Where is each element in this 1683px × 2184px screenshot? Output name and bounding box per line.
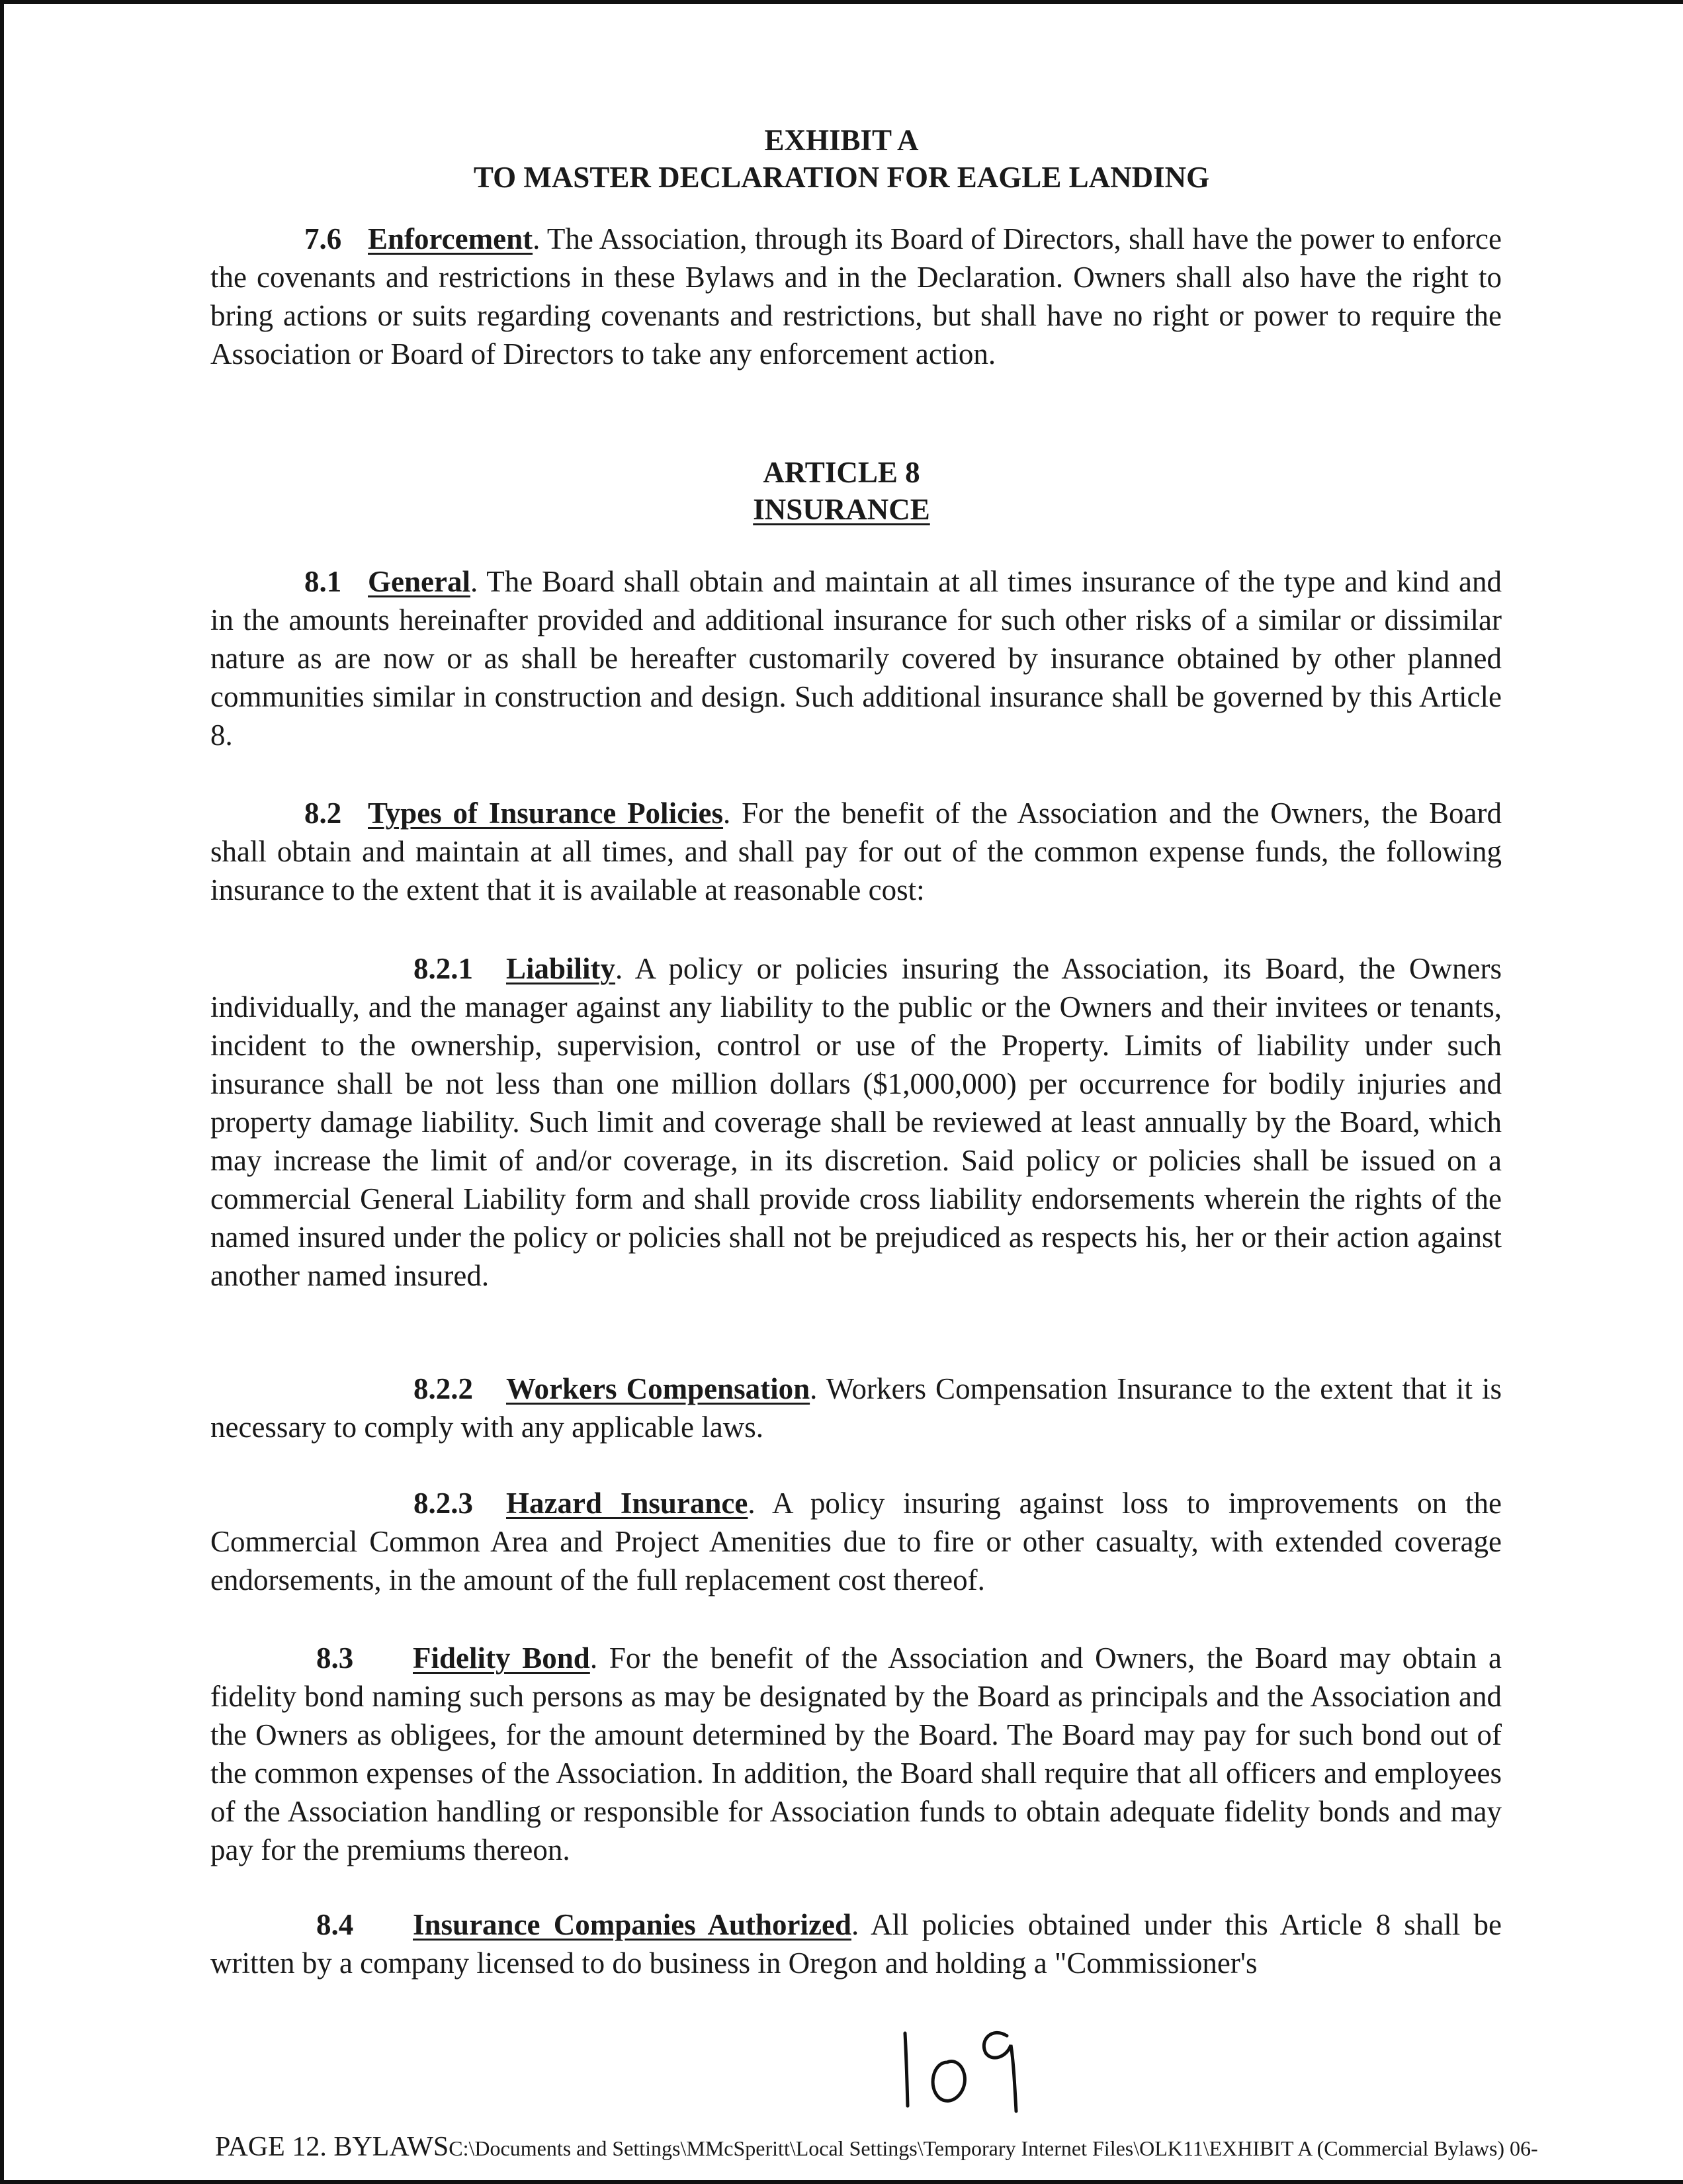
section-body: . For the benefit of the Association and the Owners, the Board shall obtain and maintain at all times, and shall pay for out of the common expense funds, the following insurance to the extent that it is available at reasonable cost:: [210, 797, 1502, 906]
section-title: Types of Insurance Policies: [368, 797, 724, 830]
section-number: 8.4: [316, 1908, 354, 1941]
footer-file-path: C:\Documents and Settings\MMcSperitt\Local Settings\Temporary Internet Files\OLK11\EXHIBIT A (Commercial Bylaws) 06-: [449, 2136, 1538, 2160]
section-body: . Workers Compensation Insurance to the extent that it is necessary to comply with any applicable laws.: [210, 1372, 1502, 1444]
section-body: . A policy insuring against loss to improvements on the Commercial Common Area and Project Amenities due to fire or other casualty, with extended coverage endorsements, in the amount of the full replacement cost thereof.: [210, 1487, 1502, 1596]
section-body: . All policies obtained under this Article 8 shall be written by a company licensed to do business in Oregon and holding a "Commissioner's: [210, 1908, 1502, 1980]
page-footer: [215, 2130, 1683, 2169]
section-number: 8.2.3: [413, 1487, 473, 1520]
section-8-1: [210, 562, 1502, 754]
section-body: . A policy or policies insuring the Association, its Board, the Owners individually, and the manager against any liability to the public or the Owners and their invitees or tenants, incident to the ownership, supervision, control or use of the Property. Limits of liability under such insurance shall be not less than one million dollars ($1,000,000) per occurrence for bodily injuries and property damage liability. Such limit and coverage shall be reviewed at least annually by the Board, which may increase the limit of and/or coverage, in its discretion. Said policy or policies shall be issued on a commercial General Liability form and shall provide cross liability endorsements wherein the rights of the named insured under the policy or policies shall not be prejudiced as respects his, her or their action against another named insured.: [210, 952, 1502, 1292]
scan-border-top: [0, 0, 1683, 4]
section-body: . The Association, through its Board of Directors, shall have the power to enforce the covenants and restrictions in these Bylaws and in the Declaration. Owners shall also have the right to bring actions or suits regarding covenants and restrictions, but shall have no right or power to require the Association or Board of Directors to take any enforcement action.: [210, 222, 1502, 371]
section-title: Fidelity Bond: [413, 1641, 590, 1675]
exhibit-subtitle: TO MASTER DECLARATION FOR EAGLE LANDING: [473, 161, 1210, 194]
section-body: . For the benefit of the Association and Owners, the Board may obtain a fidelity bond naming such persons as may be designated by the Board as principals and the Association and the Owners as obligees, for the amount determined by the Board. The Board may pay for such bond out of the common expenses of the Association. In addition, the Board shall require that all officers and employees of the Association handling or responsible for Association funds to obtain adequate fidelity bonds and may pay for the premiums thereon.: [210, 1641, 1502, 1866]
handwritten-page-number: [886, 2021, 1032, 2114]
section-number: 8.1: [304, 565, 342, 598]
section-8-2-1: [210, 949, 1502, 1295]
section-8-2-3: [210, 1484, 1502, 1599]
footer-page-label: PAGE 12. BYLAWS: [215, 2132, 449, 2162]
section-7-6: [210, 220, 1502, 373]
section-8-4: [210, 1905, 1502, 1982]
section-title: General: [368, 565, 470, 598]
section-title: Enforcement: [368, 222, 533, 255]
section-title: Insurance Companies Authorized: [413, 1908, 851, 1941]
section-number: 8.3: [316, 1641, 354, 1675]
article-number: ARTICLE 8: [763, 456, 920, 489]
section-title: Hazard Insurance: [506, 1487, 748, 1520]
section-title: Workers Compensation: [506, 1372, 810, 1405]
article-title: [0, 491, 1683, 528]
scan-border-left: [0, 0, 4, 2184]
section-8-2-2: [210, 1370, 1502, 1446]
section-number: 8.2: [304, 797, 342, 830]
section-body: . The Board shall obtain and maintain at all times insurance of the type and kind and in the amounts hereinafter provided and additional insurance for such other risks of a similar or dissimilar nature as are now or as shall be hereafter customarily covered by insurance obtained by other planned communities similar in construction and design. Such additional insurance shall be governed by this Article 8.: [210, 565, 1502, 752]
scan-border-bottom: [0, 2180, 1683, 2184]
section-title: Liability: [506, 952, 616, 985]
section-8-3: [210, 1639, 1502, 1869]
section-8-2: [210, 794, 1502, 909]
exhibit-title: EXHIBIT A: [764, 124, 919, 157]
section-number: 8.2.2: [413, 1372, 473, 1405]
section-number: 8.2.1: [413, 952, 473, 985]
article-title-text: INSURANCE: [753, 493, 930, 526]
section-number: 7.6: [304, 222, 342, 255]
